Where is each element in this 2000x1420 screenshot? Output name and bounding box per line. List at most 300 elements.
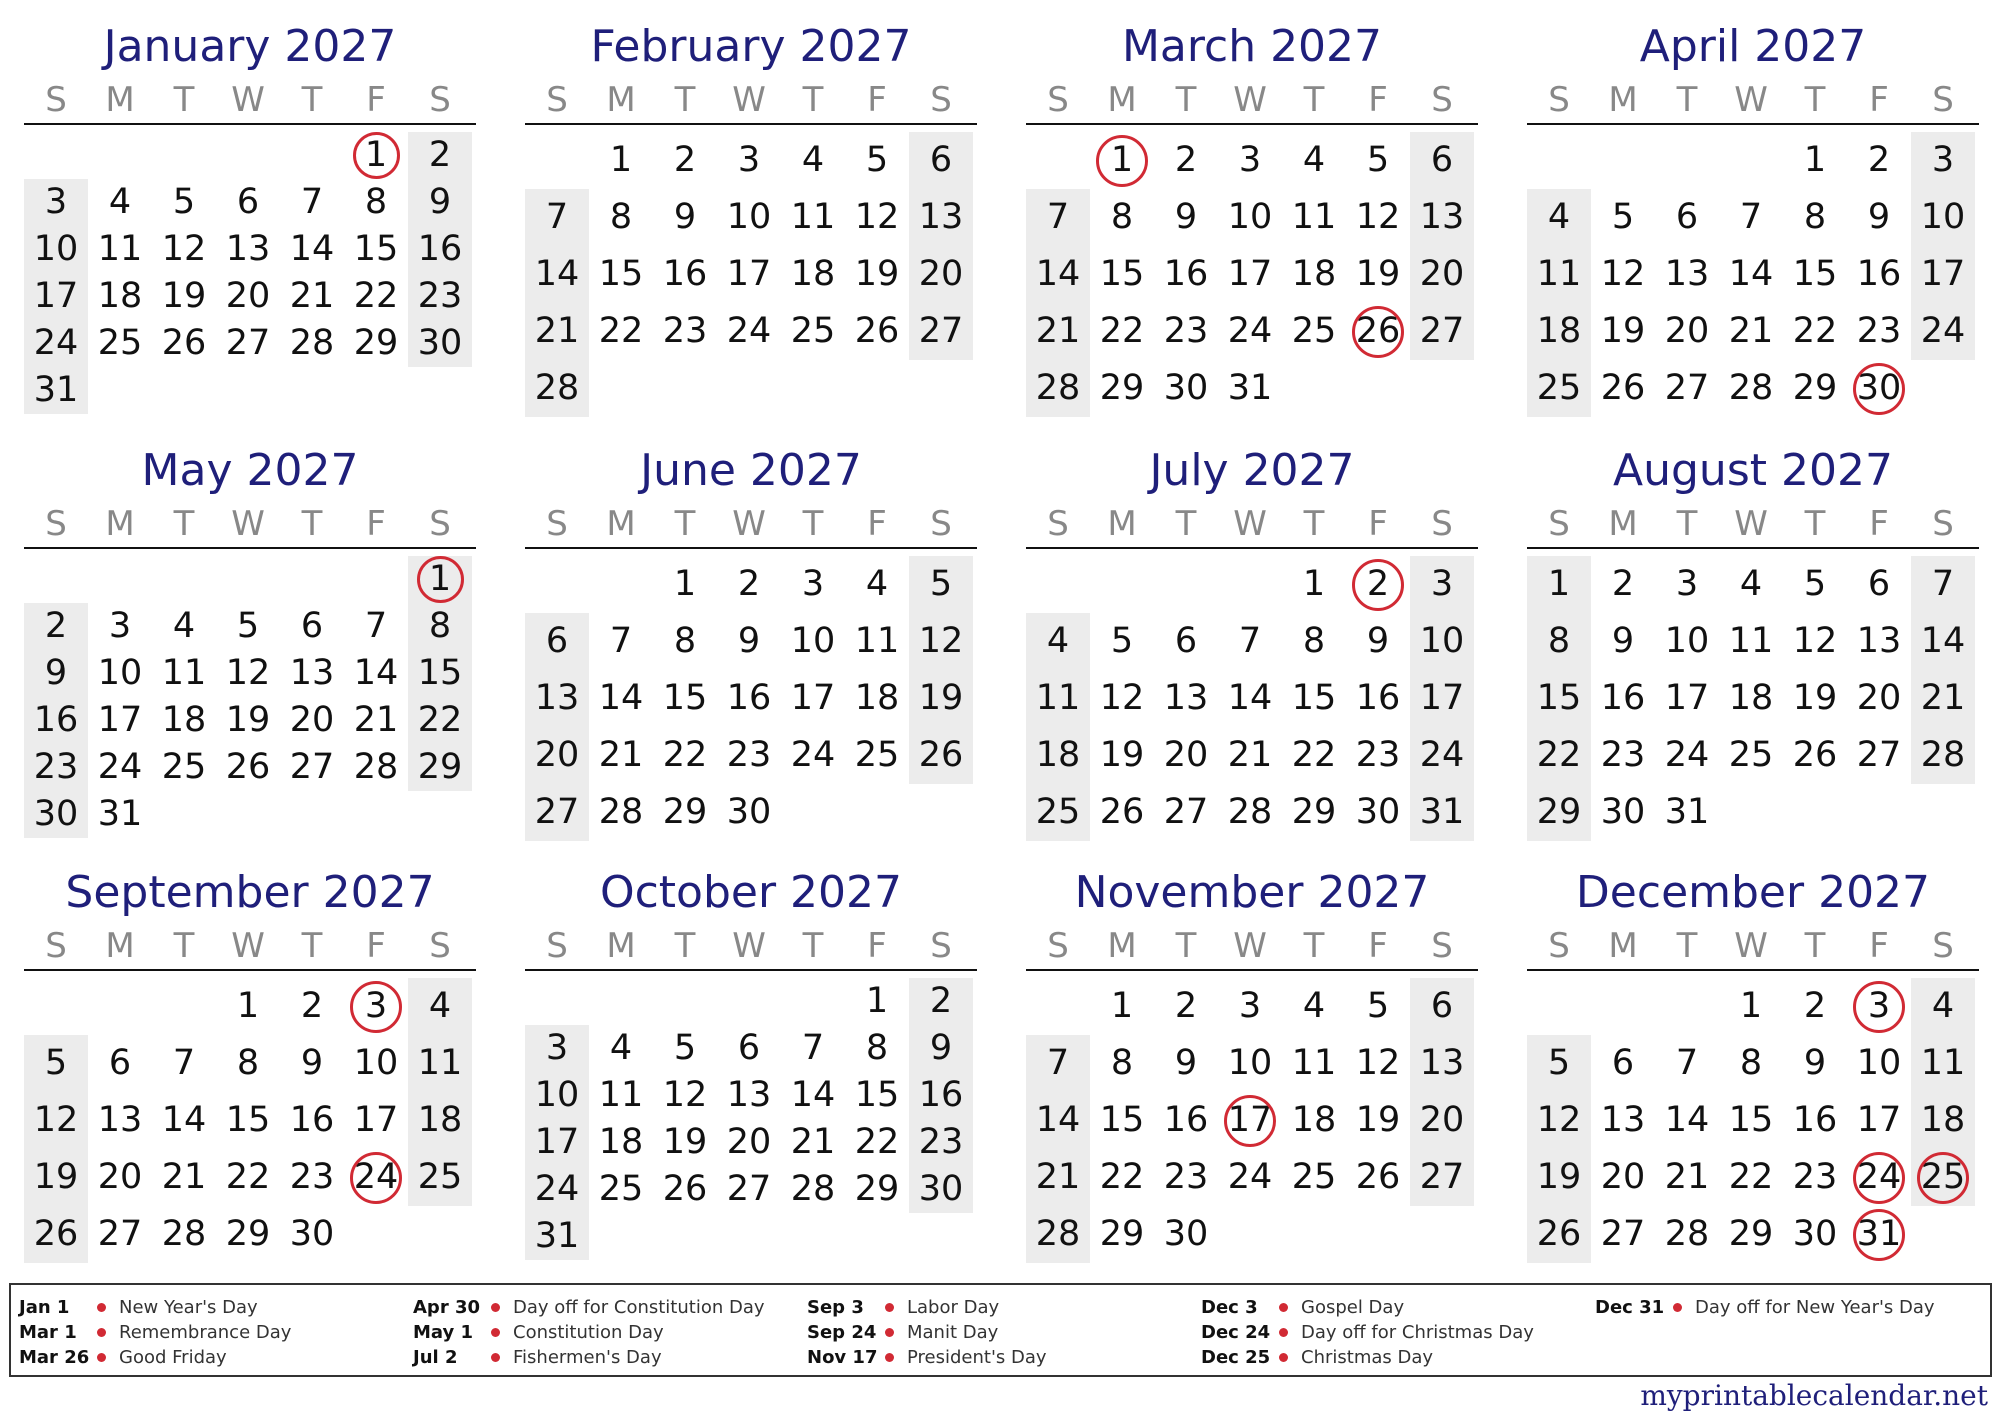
weekday-header: S (546, 80, 568, 120)
month-title: August 2027 (1613, 445, 1893, 496)
day-number: 7 (1046, 197, 1070, 237)
month-block (525, 864, 977, 1264)
holiday-date: Apr 30 (413, 1297, 481, 1318)
weekday-header: M (105, 926, 135, 966)
weekday-header: W (1734, 504, 1768, 544)
day-number: 1 (236, 986, 260, 1026)
weekday-header: T (1676, 926, 1698, 966)
day-number: 14 (161, 1100, 207, 1140)
header-rule (525, 969, 977, 971)
day-number: 25 (790, 311, 836, 351)
day-number: 15 (662, 678, 708, 718)
day-number: 22 (854, 1122, 900, 1162)
day-number: 19 (1099, 735, 1145, 775)
weekday-header: S (1047, 80, 1069, 120)
day-number: 25 (1291, 1157, 1337, 1197)
weekday-header: F (366, 504, 386, 544)
day-number: 28 (1920, 735, 1966, 775)
header-rule (525, 123, 977, 125)
day-number: 8 (1110, 1043, 1134, 1083)
day-number: 24 (726, 311, 772, 351)
day-number: 22 (1099, 311, 1145, 351)
day-number: 5 (929, 564, 953, 604)
day-number: 18 (1728, 678, 1774, 718)
day-number: 24 (1419, 735, 1465, 775)
day-number: 4 (1739, 564, 1763, 604)
day-number: 20 (225, 276, 271, 316)
weekday-header: S (930, 926, 952, 966)
weekday-header: T (1175, 504, 1197, 544)
day-number: 29 (417, 747, 463, 787)
day-number: 9 (673, 197, 697, 237)
header-rule (1527, 123, 1979, 125)
day-number: 26 (161, 323, 207, 363)
month-block (525, 18, 977, 418)
day-number: 15 (1099, 1100, 1145, 1140)
day-number: 13 (534, 678, 580, 718)
weekday-header: T (1676, 80, 1698, 120)
day-number: 16 (1163, 1100, 1209, 1140)
weekday-header: W (231, 504, 265, 544)
day-number: 15 (854, 1075, 900, 1115)
day-number: 15 (1099, 254, 1145, 294)
day-number: 22 (598, 311, 644, 351)
day-number: 10 (1664, 621, 1710, 661)
holiday-name: Fishermen's Day (513, 1347, 662, 1368)
weekday-header: M (606, 926, 636, 966)
day-number: 7 (1739, 197, 1763, 237)
day-number: 19 (225, 700, 271, 740)
header-rule (24, 123, 476, 125)
day-number: 1 (1547, 564, 1571, 604)
day-number: 9 (1803, 1043, 1827, 1083)
day-number: 6 (1174, 621, 1198, 661)
day-number: 17 (1227, 254, 1273, 294)
day-number: 19 (662, 1122, 708, 1162)
day-number: 25 (97, 323, 143, 363)
day-number: 28 (598, 792, 644, 832)
weekday-header: T (802, 80, 824, 120)
holiday-dot (1279, 1303, 1288, 1312)
day-number: 10 (33, 229, 79, 269)
weekday-header: F (1368, 504, 1388, 544)
day-number: 27 (534, 792, 580, 832)
day-number: 19 (33, 1157, 79, 1197)
day-number: 19 (1792, 678, 1838, 718)
day-number: 13 (289, 653, 335, 693)
day-number: 29 (1728, 1214, 1774, 1254)
day-number: 9 (737, 621, 761, 661)
month-title: April 2027 (1639, 21, 1867, 72)
day-number: 21 (289, 276, 335, 316)
weekday-header: T (1676, 504, 1698, 544)
day-number: 20 (918, 254, 964, 294)
day-number: 17 (790, 678, 836, 718)
day-number: 3 (1430, 564, 1454, 604)
day-number: 5 (236, 606, 260, 646)
holiday-date: Dec 24 (1201, 1322, 1271, 1343)
day-number: 23 (918, 1122, 964, 1162)
weekday-header: M (1107, 504, 1137, 544)
day-number: 21 (1920, 678, 1966, 718)
day-number: 8 (673, 621, 697, 661)
day-number: 6 (300, 606, 324, 646)
day-number: 31 (1664, 792, 1710, 832)
holiday-entry (413, 1345, 793, 1370)
month-title: February 2027 (590, 21, 912, 72)
day-number: 23 (1355, 735, 1401, 775)
month-block (1527, 442, 1979, 842)
weekday-header: S (1932, 926, 1954, 966)
weekday-header: S (45, 504, 67, 544)
holiday-legend (9, 1283, 1992, 1377)
header-rule (1026, 123, 1478, 125)
day-number: 21 (1035, 1157, 1081, 1197)
day-number: 7 (1931, 564, 1955, 604)
holiday-dot (491, 1303, 500, 1312)
weekday-header: F (867, 504, 887, 544)
month-block (525, 442, 977, 842)
day-number: 24 (97, 747, 143, 787)
month-title: November 2027 (1074, 867, 1430, 918)
day-number: 30 (918, 1169, 964, 1209)
day-number: 2 (929, 981, 953, 1021)
day-number: 16 (289, 1100, 335, 1140)
day-number: 27 (289, 747, 335, 787)
day-number: 20 (1163, 735, 1209, 775)
day-number: 21 (161, 1157, 207, 1197)
day-number: 21 (1035, 311, 1081, 351)
day-number: 22 (1728, 1157, 1774, 1197)
holiday-entry (19, 1345, 399, 1370)
day-number: 24 (1664, 735, 1710, 775)
day-number: 14 (1920, 621, 1966, 661)
holiday-dot (97, 1328, 106, 1337)
day-number: 24 (1227, 311, 1273, 351)
day-number: 28 (161, 1214, 207, 1254)
day-number: 13 (1856, 621, 1902, 661)
day-number: 31 (97, 794, 143, 834)
weekday-header: S (930, 80, 952, 120)
day-number: 12 (1792, 621, 1838, 661)
day-number: 4 (1046, 621, 1070, 661)
day-number: 3 (364, 986, 388, 1026)
day-number: 2 (1366, 564, 1390, 604)
day-number: 14 (1664, 1100, 1710, 1140)
day-number: 7 (609, 621, 633, 661)
day-number: 30 (1163, 368, 1209, 408)
day-number: 4 (1547, 197, 1571, 237)
day-number: 9 (1174, 1043, 1198, 1083)
day-number: 23 (1163, 311, 1209, 351)
day-number: 28 (1728, 368, 1774, 408)
weekday-header: T (802, 926, 824, 966)
day-number: 11 (1035, 678, 1081, 718)
month-title: June 2027 (640, 445, 862, 496)
day-number: 12 (1536, 1100, 1582, 1140)
weekday-header: T (674, 504, 696, 544)
day-number: 14 (1035, 254, 1081, 294)
month-block (24, 18, 476, 418)
holiday-date: Jul 2 (413, 1347, 458, 1368)
day-number: 17 (97, 700, 143, 740)
month-block (24, 864, 476, 1264)
day-number: 18 (1035, 735, 1081, 775)
holiday-name: President's Day (907, 1347, 1047, 1368)
day-number: 18 (790, 254, 836, 294)
day-number: 10 (1856, 1043, 1902, 1083)
day-number: 23 (1856, 311, 1902, 351)
day-number: 8 (1803, 197, 1827, 237)
day-number: 14 (289, 229, 335, 269)
day-number: 15 (1291, 678, 1337, 718)
month-title: September 2027 (65, 867, 435, 918)
day-number: 14 (598, 678, 644, 718)
day-number: 28 (1035, 368, 1081, 408)
day-number: 8 (609, 197, 633, 237)
day-number: 23 (726, 735, 772, 775)
day-number: 25 (598, 1169, 644, 1209)
day-number: 11 (1728, 621, 1774, 661)
day-number: 11 (1291, 197, 1337, 237)
holiday-name: Manit Day (907, 1322, 999, 1343)
day-number: 27 (1419, 311, 1465, 351)
day-number: 18 (97, 276, 143, 316)
day-number: 20 (726, 1122, 772, 1162)
weekday-header: T (1303, 926, 1325, 966)
day-number: 30 (1163, 1214, 1209, 1254)
weekday-header: T (802, 504, 824, 544)
day-number: 5 (1803, 564, 1827, 604)
day-number: 6 (545, 621, 569, 661)
day-number: 23 (1792, 1157, 1838, 1197)
day-number: 21 (790, 1122, 836, 1162)
day-number: 11 (417, 1043, 463, 1083)
day-number: 13 (918, 197, 964, 237)
day-number: 26 (1355, 311, 1401, 351)
month-title: May 2027 (141, 445, 359, 496)
day-number: 26 (1792, 735, 1838, 775)
day-number: 16 (1163, 254, 1209, 294)
month-block (1026, 442, 1478, 842)
day-number: 10 (726, 197, 772, 237)
day-number: 19 (1355, 1100, 1401, 1140)
day-number: 7 (300, 182, 324, 222)
day-number: 30 (726, 792, 772, 832)
weekday-header: T (173, 504, 195, 544)
day-number: 15 (225, 1100, 271, 1140)
day-number: 1 (1739, 986, 1763, 1026)
day-number: 11 (97, 229, 143, 269)
day-number: 1 (865, 981, 889, 1021)
day-number: 18 (1920, 1100, 1966, 1140)
weekday-header: S (429, 926, 451, 966)
day-number: 23 (417, 276, 463, 316)
day-number: 6 (1611, 1043, 1635, 1083)
day-number: 6 (108, 1043, 132, 1083)
day-number: 31 (1419, 792, 1465, 832)
weekday-header: S (1431, 926, 1453, 966)
day-number: 7 (545, 197, 569, 237)
header-rule (24, 969, 476, 971)
day-number: 13 (1600, 1100, 1646, 1140)
weekday-header: T (173, 926, 195, 966)
holiday-date: Dec 3 (1201, 1297, 1258, 1318)
holiday-date: Dec 31 (1595, 1297, 1665, 1318)
holiday-name: Day off for New Year's Day (1695, 1297, 1935, 1318)
day-number: 24 (1856, 1157, 1902, 1197)
weekday-header: T (173, 80, 195, 120)
day-number: 26 (662, 1169, 708, 1209)
day-number: 8 (428, 606, 452, 646)
day-number: 4 (108, 182, 132, 222)
month-block (1527, 18, 1979, 418)
day-number: 19 (1600, 311, 1646, 351)
weekday-header: F (366, 80, 386, 120)
day-number: 29 (1099, 1214, 1145, 1254)
weekday-header: F (1869, 926, 1889, 966)
day-number: 30 (1792, 1214, 1838, 1254)
day-number: 11 (161, 653, 207, 693)
day-number: 9 (300, 1043, 324, 1083)
day-number: 4 (172, 606, 196, 646)
day-number: 15 (1728, 1100, 1774, 1140)
day-number: 27 (1163, 792, 1209, 832)
day-number: 16 (1792, 1100, 1838, 1140)
day-number: 16 (1600, 678, 1646, 718)
day-number: 17 (1664, 678, 1710, 718)
day-number: 3 (1931, 140, 1955, 180)
day-number: 4 (865, 564, 889, 604)
day-number: 26 (918, 735, 964, 775)
day-number: 16 (33, 700, 79, 740)
holiday-dot (885, 1353, 894, 1362)
day-number: 28 (1227, 792, 1273, 832)
day-number: 28 (1664, 1214, 1710, 1254)
weekday-header: M (105, 504, 135, 544)
header-rule (1527, 969, 1979, 971)
day-number: 7 (1046, 1043, 1070, 1083)
holiday-entry (413, 1295, 793, 1320)
weekday-header: W (231, 926, 265, 966)
holiday-name: Day off for Constitution Day (513, 1297, 765, 1318)
weekday-header: M (1107, 80, 1137, 120)
day-number: 27 (97, 1214, 143, 1254)
day-number: 12 (1600, 254, 1646, 294)
day-number: 6 (1430, 986, 1454, 1026)
day-number: 4 (1931, 986, 1955, 1026)
header-rule (24, 547, 476, 549)
day-number: 30 (1600, 792, 1646, 832)
weekday-header: T (1175, 80, 1197, 120)
day-number: 12 (1355, 197, 1401, 237)
day-number: 27 (225, 323, 271, 363)
day-number: 6 (1430, 140, 1454, 180)
day-number: 22 (1099, 1157, 1145, 1197)
day-number: 11 (1536, 254, 1582, 294)
day-number: 29 (1536, 792, 1582, 832)
day-number: 23 (1600, 735, 1646, 775)
day-number: 15 (353, 229, 399, 269)
day-number: 5 (1110, 621, 1134, 661)
day-number: 27 (1856, 735, 1902, 775)
month-title: December 2027 (1575, 867, 1931, 918)
day-number: 24 (33, 323, 79, 363)
holiday-dot (491, 1353, 500, 1362)
day-number: 27 (1600, 1214, 1646, 1254)
day-number: 29 (854, 1169, 900, 1209)
day-number: 8 (236, 1043, 260, 1083)
day-number: 9 (1611, 621, 1635, 661)
weekday-header: T (301, 504, 323, 544)
weekday-header: W (1233, 80, 1267, 120)
weekday-header: F (1869, 80, 1889, 120)
day-number: 6 (236, 182, 260, 222)
day-number: 20 (289, 700, 335, 740)
day-number: 21 (534, 311, 580, 351)
weekday-header: S (1548, 504, 1570, 544)
day-number: 11 (598, 1075, 644, 1115)
weekday-header: S (1047, 926, 1069, 966)
day-number: 17 (1856, 1100, 1902, 1140)
day-number: 31 (534, 1216, 580, 1256)
weekday-header: F (1869, 504, 1889, 544)
day-number: 8 (364, 182, 388, 222)
day-number: 30 (417, 323, 463, 363)
day-number: 16 (1856, 254, 1902, 294)
day-number: 15 (598, 254, 644, 294)
day-number: 8 (1302, 621, 1326, 661)
day-number: 4 (1302, 986, 1326, 1026)
month-title: October 2027 (599, 867, 903, 918)
holiday-entry (413, 1320, 793, 1345)
day-number: 25 (417, 1157, 463, 1197)
day-number: 22 (1291, 735, 1337, 775)
day-number: 20 (97, 1157, 143, 1197)
day-number: 9 (1174, 197, 1198, 237)
day-number: 23 (33, 747, 79, 787)
day-number: 26 (1099, 792, 1145, 832)
holiday-name: New Year's Day (119, 1297, 258, 1318)
day-number: 4 (801, 140, 825, 180)
day-number: 21 (1664, 1157, 1710, 1197)
day-number: 6 (1867, 564, 1891, 604)
day-number: 2 (428, 135, 452, 175)
day-number: 28 (353, 747, 399, 787)
weekday-header: S (1932, 504, 1954, 544)
weekday-header: W (1233, 926, 1267, 966)
weekday-header: S (546, 504, 568, 544)
day-number: 18 (1291, 254, 1337, 294)
day-number: 5 (1547, 1043, 1571, 1083)
day-number: 17 (1920, 254, 1966, 294)
weekday-header: T (1303, 504, 1325, 544)
month-block (24, 442, 476, 842)
day-number: 20 (1856, 678, 1902, 718)
day-number: 16 (726, 678, 772, 718)
day-number: 2 (300, 986, 324, 1026)
day-number: 27 (1419, 1157, 1465, 1197)
day-number: 5 (673, 1028, 697, 1068)
holiday-dot (1673, 1303, 1682, 1312)
day-number: 11 (854, 621, 900, 661)
holiday-dot (885, 1328, 894, 1337)
day-number: 12 (1099, 678, 1145, 718)
day-number: 11 (1920, 1043, 1966, 1083)
day-number: 10 (97, 653, 143, 693)
day-number: 1 (1302, 564, 1326, 604)
holiday-date: May 1 (413, 1322, 474, 1343)
